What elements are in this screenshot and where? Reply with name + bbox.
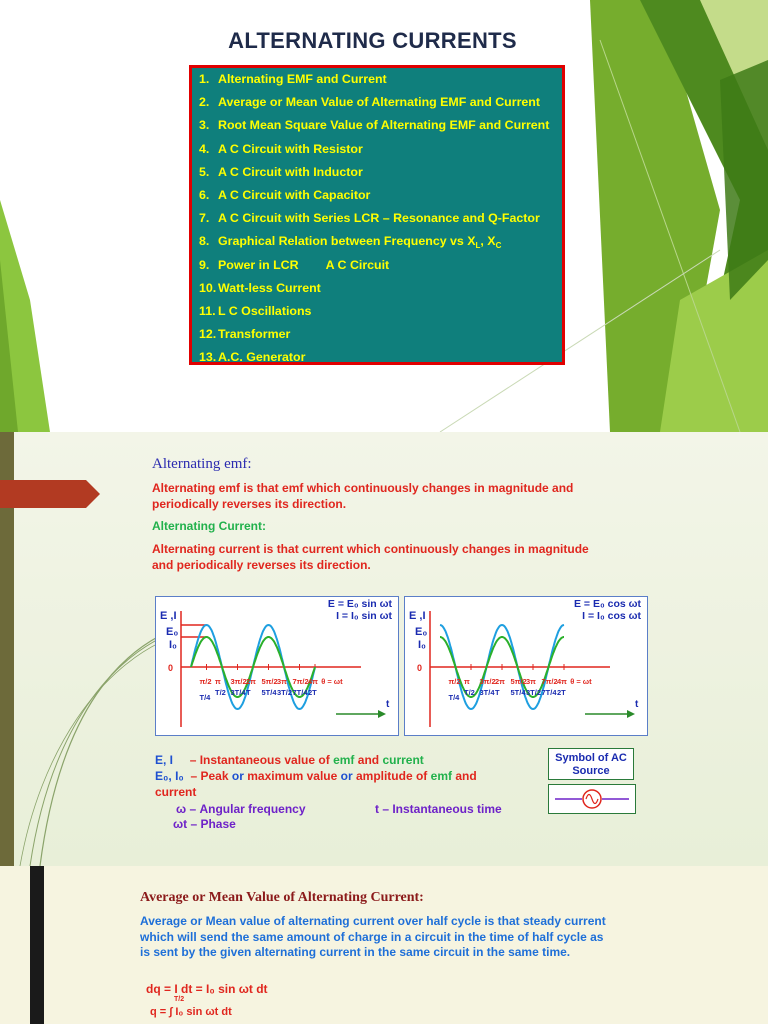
origin-label: 0 — [417, 663, 423, 673]
slide-alternating-emf — [0, 432, 768, 866]
equation-emf-sin: E = E₀ sin ωt — [327, 598, 392, 610]
toc-item: 8. Graphical Relation between Frequency vs $X_L$, $X_C$ — [199, 234, 502, 251]
equation-emf-cos: E = E₀ cos ωt — [574, 598, 641, 610]
theta-tick-label: π — [464, 677, 470, 686]
decor-arrow-and-curves — [0, 432, 160, 866]
sine-graph — [155, 596, 399, 736]
i0-label: I₀ — [418, 639, 427, 651]
toc-item: 9. Power in LCR A C Circuit — [199, 257, 390, 272]
time-tick-label: 2T — [308, 688, 317, 697]
left-bar — [30, 866, 44, 1024]
theta-tick-label: 7π/2 — [541, 677, 558, 686]
toc-item: 7. A C Circuit with Series LCR – Resonance and Q-Factor — [199, 211, 540, 226]
y-axis-label: E ,I — [160, 610, 177, 622]
time-tick-label: T/2 — [464, 688, 475, 697]
toc-item: 10. Watt-less Current — [199, 280, 321, 295]
time-tick-label: 2T — [557, 688, 566, 697]
theta-tick-label: 7π/2 — [292, 677, 309, 686]
toc-item: 11. L C Oscillations — [199, 303, 312, 318]
toc-item: 1. Alternating EMF and Current — [199, 72, 387, 86]
time-tick-label: 5T/4 — [261, 688, 277, 697]
legend-line-2: E₀, I₀ – Peak or maximum value or amplitude of emf and — [155, 769, 477, 783]
t-arrow-head — [627, 710, 635, 718]
theta-tick-label: 3π — [526, 677, 536, 686]
page-title: ALTERNATING CURRENTS — [228, 28, 517, 53]
equation-q: T/2 q = ∫ I₀ sin ωt dt — [150, 996, 232, 1018]
toc-item: 3. Root Mean Square Value of Alternating EMF and Current — [199, 118, 550, 133]
legend-instantaneous-time: t – Instantaneous time — [375, 802, 502, 816]
theta-tick-label: π — [215, 677, 221, 686]
legend-angular-frequency: ω – Angular frequency — [176, 802, 306, 816]
toc-item: 5. A C Circuit with Inductor — [199, 164, 363, 179]
origin-label: 0 — [168, 663, 174, 673]
time-tick-label: 3T/4 — [479, 688, 495, 697]
heading-alternating-emf: Alternating emf: — [152, 456, 252, 472]
theta-tick-label: 5π/2 — [261, 677, 278, 686]
equation-dq: dq = I dt = I₀ sin ωt dt — [146, 982, 268, 996]
toc-item: 12. Transformer — [199, 327, 291, 342]
time-tick-label: 5T/4 — [510, 688, 526, 697]
ac-source-icon — [549, 785, 635, 813]
time-tick-label: 3T/2 — [277, 688, 293, 697]
toc-item: 2. Average or Mean Value of Alternating EMF and Current — [199, 95, 540, 110]
toc-item: 6. A C Circuit with Capacitor — [199, 187, 371, 202]
time-tick-label: T/4 — [199, 693, 211, 702]
t-label: t — [635, 699, 639, 710]
toc-item: 4. A C Circuit with Resistor — [199, 141, 363, 156]
theta-tick-label: 3π/2 — [479, 677, 496, 686]
time-tick-label: 7T/4 — [541, 688, 557, 697]
ac-source-symbol — [548, 784, 636, 814]
theta-tick-label: 3π/2 — [230, 677, 247, 686]
current-definition: Alternating current is that current which continuously changes in magnitude and periodically reverses its direction. — [152, 542, 589, 572]
theta-tick-label: π/2 — [448, 677, 461, 686]
theta-tick-label: 4π — [557, 677, 567, 686]
theta-tick-label: 4π — [308, 677, 318, 686]
t-arrow-head — [378, 710, 386, 718]
time-tick-label: 3T/2 — [526, 688, 542, 697]
equation-current-sin: I = I₀ sin ωt — [336, 610, 392, 622]
time-tick-label: T/2 — [215, 688, 226, 697]
heading-average-value: Average or Mean Value of Alternating Current: — [140, 890, 424, 905]
average-definition: Average or Mean value of alternating current over half cycle is that steady current which will send the same amount of charge in a circuit in the time of half cycle as is sent by the given alternating current in the same circuit in the same time. — [140, 914, 606, 959]
i0-label: I₀ — [169, 639, 178, 651]
theta-tick-label: 2π — [495, 677, 505, 686]
slide-average-value — [0, 866, 768, 1024]
time-tick-label: T — [495, 688, 500, 697]
legend-line-1: E, I – Instantaneous value of emf and current — [155, 753, 424, 767]
time-tick-label: 3T/4 — [230, 688, 246, 697]
ac-source-symbol-label: Symbol of AC Source — [548, 748, 634, 780]
toc-item: 13. A.C. Generator — [199, 350, 306, 365]
e0-label: E₀ — [166, 626, 179, 638]
legend-phase: ωt – Phase — [173, 817, 236, 831]
theta-tick-label: 2π — [246, 677, 256, 686]
time-tick-label: T/4 — [448, 693, 460, 702]
time-tick-label: T — [246, 688, 251, 697]
equation-current-cos: I = I₀ cos ωt — [582, 610, 641, 622]
theta-tick-label: 3π — [277, 677, 287, 686]
toc-panel — [189, 65, 565, 365]
theta-tick-label: θ = ωt — [321, 677, 343, 686]
theta-tick-label: 5π/2 — [510, 677, 527, 686]
slide-contents — [0, 0, 768, 432]
time-tick-label: 7T/4 — [292, 688, 308, 697]
emf-definition: Alternating emf is that emf which continuously changes in magnitude and periodically reverses its direction. — [152, 481, 574, 511]
t-label: t — [386, 699, 390, 710]
cosine-graph — [404, 596, 648, 736]
legend-line-3: current — [155, 785, 197, 799]
theta-tick-label: θ = ωt — [570, 677, 592, 686]
e0-label: E₀ — [415, 626, 428, 638]
heading-alternating-current: Alternating Current: — [152, 519, 266, 533]
y-axis-label: E ,I — [409, 610, 426, 622]
theta-tick-label: π/2 — [199, 677, 212, 686]
